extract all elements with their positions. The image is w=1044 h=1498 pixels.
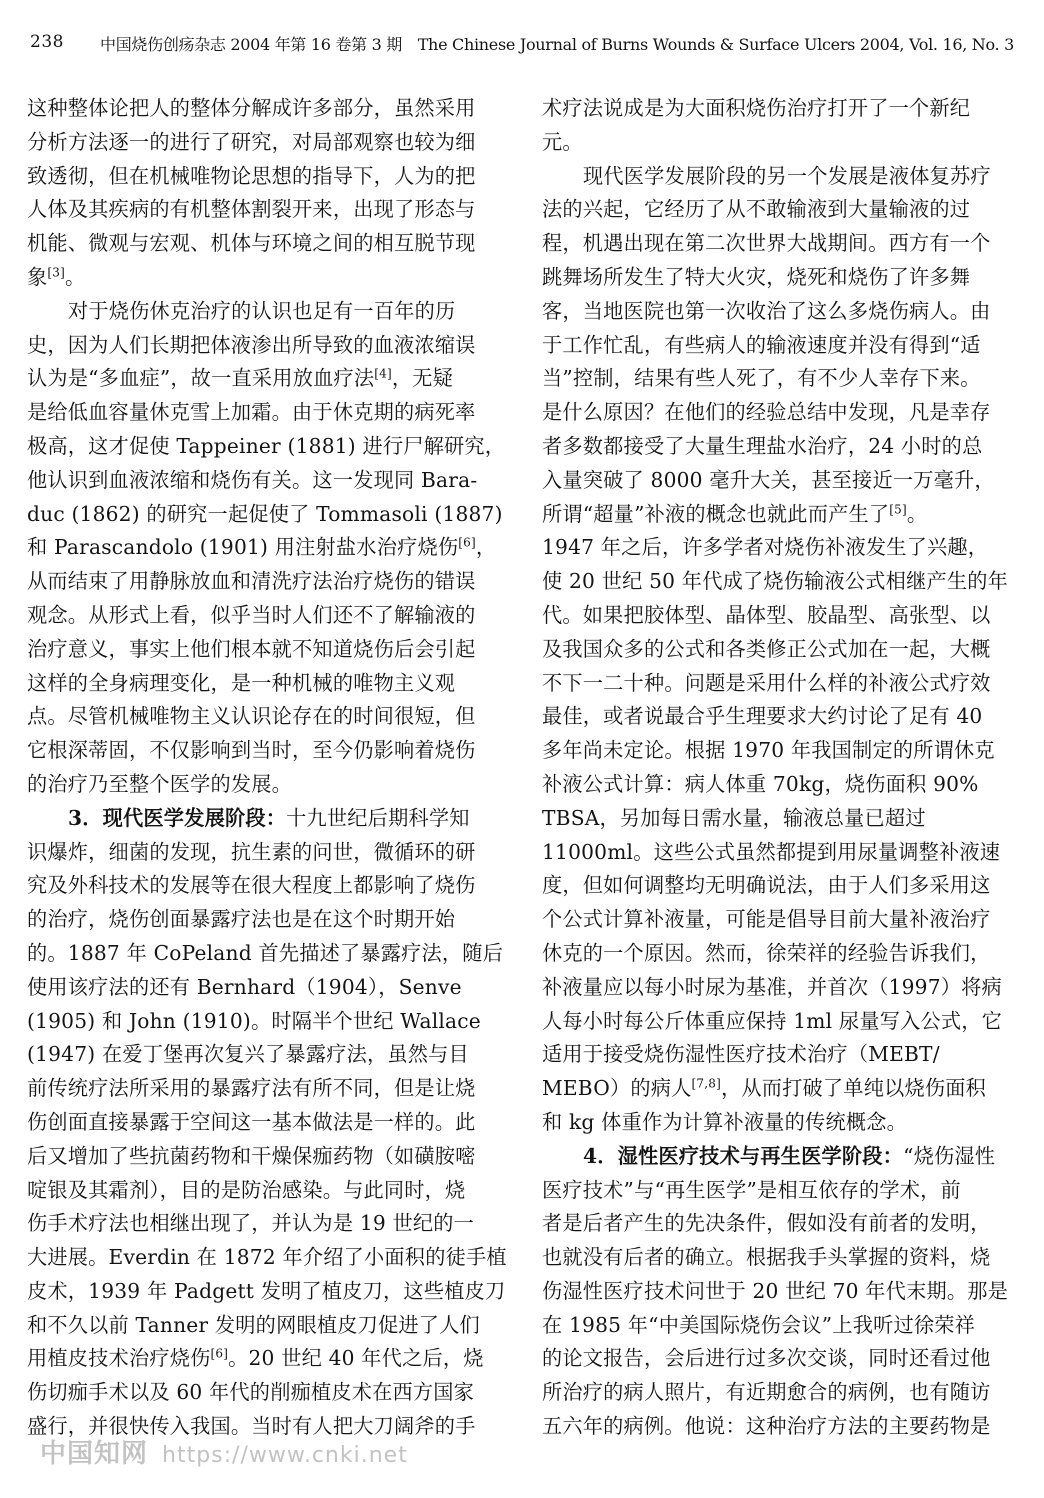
text-line: 是什么原因？在他们的经验总结中发现，凡是幸存: [542, 400, 991, 425]
text-line: 皮术，1939 年 Padgett 发明了植皮刀，这些植皮刀: [27, 1278, 506, 1303]
text-line: 这样的全身病理变化，是一种机械的唯物主义观: [27, 670, 456, 695]
text-line: 休克的一个原因。然而，徐荣祥的经验告诉我们，: [542, 940, 991, 965]
text-line: 所谓“超量”补液的概念也就此而产生了[5]。: [542, 501, 928, 526]
text-line: TBSA，另加每日需水量，输液总量已超过: [542, 805, 926, 830]
text-line: 术疗法说成是为大面积烧伤治疗打开了一个新纪: [542, 96, 971, 120]
text-line: 医疗技术”与“再生医学”是相互依存的学术，前: [542, 1177, 961, 1202]
text-line: 点。尽管机械唯物主义认识论存在的时间很短，但: [27, 704, 476, 729]
text-line: 史，因为人们长期把体液渗出所导致的血液浓缩误: [27, 332, 476, 357]
text-line: 识爆炸，细菌的发现，抗生素的问世，微循环的研: [27, 839, 476, 864]
text-line: 程，机遇出现在第二次世界大战期间。西方有一个: [542, 231, 991, 256]
text-line: 3．现代医学发展阶段：十九世纪后期科学知: [68, 805, 470, 830]
text-line: 补液公式计算：病人体重 70kg，烧伤面积 90%: [542, 771, 979, 796]
text-line: 所治疗的病人照片，有近期愈合的病例，也有随访: [542, 1380, 991, 1405]
text-line: 前传统疗法所采用的暴露疗法有所不同，但是让烧: [27, 1076, 476, 1101]
text-line: 这种整体论把人的整体分解成许多部分，虽然采用: [27, 96, 476, 120]
text-line: 的治疗乃至整个医学的发展。: [27, 771, 293, 796]
text-line: 1947 年之后，许多学者对烧伤补液发生了兴趣，: [542, 535, 989, 560]
text-line: (1947) 在爱丁堡再次复兴了暴露疗法，虽然与目: [27, 1042, 469, 1067]
text-line: 究及外科技术的发展等在很大程度上都影响了烧伤: [27, 873, 476, 898]
left-text-column: [27, 92, 509, 1444]
text-line: 及我国众多的公式和各类修正公式加在一起，大概: [542, 636, 991, 661]
text-line: 观念。从形式上看，似乎当时人们还不了解输液的: [27, 602, 476, 627]
text-line: (1905) 和 John (1910)。时隔半个世纪 Wallace: [27, 1008, 481, 1033]
text-line: 人每小时每公斤体重应保持 1ml 尿量写入公式，它: [542, 1008, 1003, 1033]
text-line: duc (1862) 的研究一起促使了 Tommasoli (1887): [27, 501, 503, 526]
text-line: 和 Parascandolo (1901) 用注射盐水治疗烧伤[6]，: [27, 535, 497, 560]
text-line: 不下一二十种。问题是采用什么样的补液公式疗效: [542, 670, 991, 695]
text-line: 的。1887 年 CoPeland 首先描述了暴露疗法，随后: [27, 940, 504, 965]
text-line: 度，但如何调整均无明确说法，由于人们多采用这: [542, 873, 991, 898]
text-line: 治疗意义，事实上他们根本就不知道烧伤后会引起: [27, 636, 476, 661]
watermark-logo-text: 中国知网: [40, 1439, 149, 1469]
text-line: 极高，这才促使 Tappeiner (1881) 进行尸解研究，: [27, 433, 506, 458]
text-line: 客，当地医院也第一次收治了这么多烧伤病人。由: [542, 298, 991, 323]
text-line: 补液量应以每小时尿为基准，并首次（1997）将病: [542, 974, 1002, 999]
text-line: 认为是“多血症”，故一直采用放血疗法[4]，无疑: [27, 366, 454, 391]
text-line: 现代医学发展阶段的另一个发展是液体复苏疗: [583, 163, 991, 188]
text-line: 啶银及其霜剂），目的是防治感染。与此同时，烧: [27, 1177, 466, 1202]
text-line: 适用于接受烧伤湿性医疗技术治疗（MEBT/: [542, 1042, 940, 1067]
text-line: 他认识到血液浓缩和烧伤有关。这一发现同 Bara-: [27, 467, 478, 492]
text-line: 也就没有后者的确立。根据我手头掌握的资料，烧: [542, 1245, 991, 1270]
text-line: 从而结束了用静脉放血和清洗疗法治疗烧伤的错误: [27, 569, 476, 594]
text-line: 分析方法逐一的进行了研究，对局部观察也较为细: [27, 129, 476, 154]
text-line: 对于烧伤休克治疗的认识也足有一百年的历: [68, 298, 456, 323]
text-line: 大进展。Everdin 在 1872 年介绍了小面积的徒手植: [27, 1245, 507, 1270]
text-line: 机能、微观与宏观、机体与环境之间的相互脱节现: [27, 231, 476, 256]
text-line: 伤创面直接暴露于空间这一基本做法是一样的。此: [27, 1109, 476, 1134]
text-line: 五六年的病例。他说：这种治疗方法的主要药物是: [542, 1414, 991, 1439]
text-line: 入量突破了 8000 毫升大关，甚至接近一万毫升，: [542, 467, 995, 492]
text-line: 伤手术疗法也相继出现了，并认为是 19 世纪的一: [27, 1211, 475, 1236]
text-line: 多年尚未定论。根据 1970 年我国制定的所谓休克: [542, 738, 995, 763]
text-line: 代。如果把胶体型、晶体型、胶晶型、高张型、以: [542, 602, 991, 627]
text-line: 于工作忙乱，有些病人的输液速度并没有得到“适: [542, 332, 981, 357]
text-line: 盛行，并很快传入我国。当时有人把大刀阔斧的手: [27, 1414, 476, 1439]
watermark-url: https://www.cnki.net: [162, 1443, 408, 1468]
text-line: 4．湿性医疗技术与再生医学阶段：“烧伤湿性: [583, 1143, 996, 1168]
text-line: 伤湿性医疗技术问世于 20 世纪 70 年代末期。那是: [542, 1278, 1009, 1303]
cnki-watermark: [40, 1433, 408, 1470]
text-line: 和不久以前 Tanner 发明的网眼植皮刀促进了人们: [27, 1312, 480, 1337]
text-line: 最佳，或者说最合乎生理要求大约讨论了足有 40: [542, 704, 983, 729]
page-number: 238: [30, 32, 64, 52]
text-line: 在 1985 年“中美国际烧伤会议”上我听过徐荣祥: [542, 1312, 976, 1337]
text-line: 的治疗，烧伤创面暴露疗法也是在这个时期开始: [27, 907, 456, 932]
text-line: MEBO）的病人[7,8]，从而打破了单纯以烧伤面积: [542, 1076, 987, 1101]
journal-running-head: 中国烧伤创疡杂志 2004 年第 16 卷第 3 期 The Chinese Journal of Burns Wounds & Surface Ulcers 2004, Vol. 16, No. 3: [100, 35, 1014, 54]
text-line: 个公式计算补液量，可能是倡导目前大量补液治疗: [542, 907, 991, 932]
text-line: 元。: [542, 129, 583, 154]
text-line: 伤切痂手术以及 60 年代的削痂植皮术在西方国家: [27, 1380, 475, 1405]
text-line: 致透彻，但在机械唯物论思想的指导下，人为的把: [27, 163, 476, 188]
right-text-column: [542, 92, 1024, 1444]
text-line: 用植皮技术治疗烧伤[6]。20 世纪 40 年代之后，烧: [27, 1346, 484, 1371]
text-line: 是给低血容量休克雪上加霜。由于休克期的病死率: [27, 400, 476, 425]
text-line: 和 kg 体重作为计算补液量的传统概念。: [542, 1109, 907, 1134]
text-line: 当”控制，结果有些人死了，有不少人幸存下来。: [542, 366, 981, 391]
text-line: 法的兴起，它经历了从不敢输液到大量输液的过: [542, 197, 971, 222]
text-line: 使 20 世纪 50 年代成了烧伤输液公式相继产生的年: [542, 569, 1009, 594]
text-line: 者是后者产生的先决条件，假如没有前者的发明，: [542, 1211, 991, 1236]
running-header: [30, 32, 1014, 68]
text-line: 使用该疗法的还有 Bernhard（1904），Senve: [27, 974, 462, 999]
text-line: 的论文报告，会后进行过多次交谈，同时还看过他: [542, 1346, 991, 1371]
text-line: 者多数都接受了大量生理盐水治疗，24 小时的总: [542, 433, 983, 458]
text-line: 跳舞场所发生了特大火灾，烧死和烧伤了许多舞: [542, 264, 971, 289]
text-line: 人体及其疾病的有机整体割裂开来，出现了形态与: [27, 197, 476, 222]
text-line: 后又增加了些抗菌药物和干燥保痂药物（如磺胺嘧: [27, 1143, 476, 1168]
text-line: 象[3]。: [27, 264, 86, 289]
text-line: 11000ml。这些公式虽然都提到用尿量调整补液速: [542, 839, 1001, 864]
text-line: 它根深蒂固，不仅影响到当时，至今仍影响着烧伤: [27, 738, 476, 763]
